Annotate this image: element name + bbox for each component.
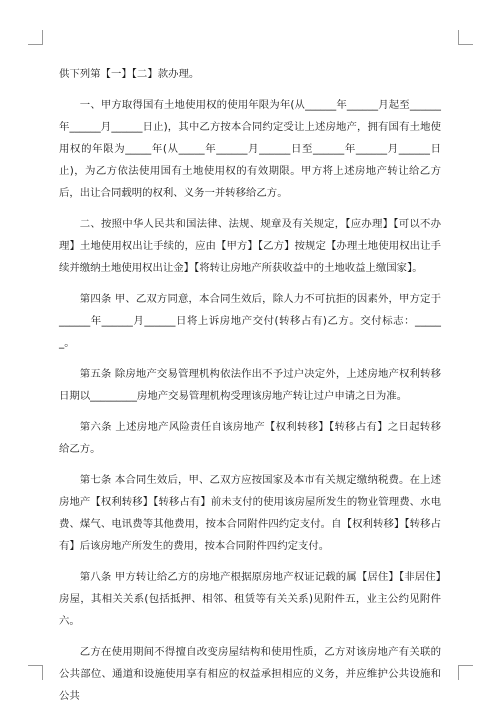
paragraph-usage: 乙方在使用期间不得擅自改变房屋结构和使用性质，乙方对该房地产有关联的公共部位、通道和设施使用享有相应的权益承担相应的义务，并应维护公共设施和公共 (59, 646, 441, 702)
crop-mark-top-left (28, 30, 43, 45)
paragraph-clause-2: 二、按照中华人民共和国法律、法规、规章及有关规定，【应办理】【可以不办理】土地使用权出让手续的，应由【甲方】【乙方】按规定【办理土地使用权出让手续并缴纳土地使用权出让金】【将转让房地产所获收益中的土地收益上缴国家】。 (59, 218, 441, 274)
document-body (59, 63, 441, 716)
paragraph-article-4: 第四条 甲、乙双方同意，本合同生效后，除人力不可抗拒的因素外，甲方定于______年______月______日将上诉房地产交付(转移占有)乙方。交付标志：______。 (59, 293, 441, 349)
paragraph-article-5: 第五条 除房地产交易管理机构依法作出不予过户决定外，上述房地产权利转移日期以_________房地产交易管理机构受理该房地产转让过户申请之日为准。 (59, 368, 441, 402)
paragraph-article-7: 第七条 本合同生效后，甲、乙双方应按国家及本市有关规定缴纳税费。在上述房地产【权利转移】【转移占有】前未支付的使用该房屋所发生的物业管理费、水电费、煤气、电讯费等其他费用，按本合同附件四约定支付。自【权利转移】【转移占有】后该房地产所发生的费用，按本合同附件四约定支付。 (59, 474, 441, 552)
crop-mark-bottom-right (458, 665, 473, 680)
paragraph-article-8: 第八条 甲方转让给乙方的房地产根据原房地产权证记载的属【居住】【非居住】房屋，其相关关系(包括抵押、相邻、租赁等有关关系)见附件五，业主公约见附件六。 (59, 571, 441, 627)
paragraph-clause-1: 一、甲方取得国有土地使用权的使用年限为年(从______年______月起至______年______月______日止)，其中乙方按本合同约定受让上述房地产，拥有国有土地使用权的年限为_____年(从_____年______月______日至______年______月______日止)，为乙方依法使用国有土地使用权的有效期限。甲方将上述房地产转让给乙方后，出让合同载明的权利、义务一并转移给乙方。 (59, 99, 441, 199)
paragraph-intro: 供下列第【一】【二】款办理。 (59, 68, 200, 80)
crop-mark-top-right (458, 30, 473, 45)
paragraph-article-6: 第六条 上述房地产风险责任自该房地产【权利转移】【转移占有】之日起转移给乙方。 (59, 421, 441, 455)
crop-mark-bottom-left (28, 665, 43, 680)
